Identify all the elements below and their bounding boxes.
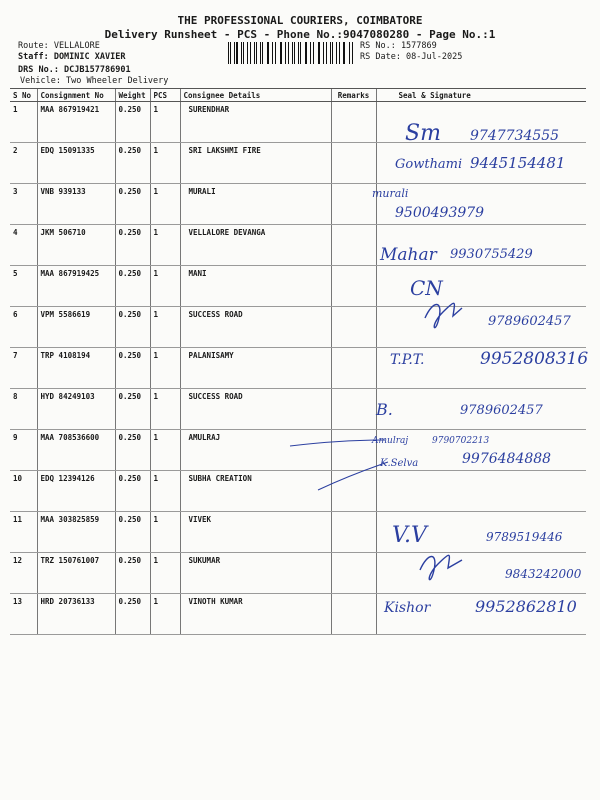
row-consignee: SRI LAKSHMI FIRE — [180, 143, 331, 184]
table-row — [10, 225, 586, 266]
row-sno: 5 — [10, 266, 37, 307]
signature-phone: 9952862810 — [475, 597, 577, 616]
row-signature-cell — [376, 266, 586, 307]
row-pcs: 1 — [150, 266, 180, 307]
row-pcs: 1 — [150, 389, 180, 430]
table-row — [10, 143, 586, 184]
row-remarks — [331, 348, 376, 389]
row-pcs: 1 — [150, 512, 180, 553]
col-header-pcs: PCS — [150, 89, 180, 102]
row-pcs: 1 — [150, 348, 180, 389]
row-consignee: SURENDHAR — [180, 102, 331, 143]
row-pcs: 1 — [150, 143, 180, 184]
row-weight: 0.250 — [115, 553, 150, 594]
row-remarks — [331, 553, 376, 594]
row-consignment-number: EDQ 15091335 — [37, 143, 115, 184]
signature-name: Kishor — [384, 600, 431, 616]
table-row — [10, 266, 586, 307]
row-consignment-number: MAA 867919421 — [37, 102, 115, 143]
row-sno: 11 — [10, 512, 37, 553]
barcode — [228, 42, 356, 64]
row-signature-cell — [376, 389, 586, 430]
signature-phone: 9789602457 — [460, 403, 543, 418]
signature-name: Gowthami — [395, 157, 463, 172]
col-header-remarks: Remarks — [331, 89, 376, 102]
table-row — [10, 348, 586, 389]
table-row — [10, 307, 586, 348]
row-consignment-number: EDQ 12394126 — [37, 471, 115, 512]
row-remarks — [331, 266, 376, 307]
row-weight: 0.250 — [115, 184, 150, 225]
row-weight: 0.250 — [115, 471, 150, 512]
row-signature-cell — [376, 471, 586, 512]
row-pcs: 1 — [150, 184, 180, 225]
row-remarks — [331, 471, 376, 512]
signature-phone: 9445154481 — [470, 154, 566, 172]
row-weight: 0.250 — [115, 143, 150, 184]
row-consignee: VIVEK — [180, 512, 331, 553]
signature-phone: 9952808316 — [480, 349, 589, 369]
row-sno: 4 — [10, 225, 37, 266]
row-remarks — [331, 512, 376, 553]
page-title: THE PROFESSIONAL COURIERS, COIMBATORE — [177, 14, 423, 27]
page-subtitle: Delivery Runsheet - PCS - Phone No.:9047080280 - Page No.:1 — [104, 28, 496, 41]
row-pcs: 1 — [150, 307, 180, 348]
staff-label: Staff: DOMINIC XAVIER — [18, 52, 126, 62]
signature-name: CN — [410, 276, 443, 300]
col-header-consignee: Consignee Details — [180, 89, 331, 102]
row-signature-cell — [376, 102, 586, 143]
row-consignee: MURALI — [180, 184, 331, 225]
signature-name: T.P.T. — [390, 352, 425, 368]
signature-phone: 9789519446 — [486, 530, 563, 544]
table-row — [10, 389, 586, 430]
signature-name: Amulraj — [372, 436, 409, 446]
row-weight: 0.250 — [115, 307, 150, 348]
col-header-weight: Weight — [115, 89, 150, 102]
row-signature-cell — [376, 307, 586, 348]
row-consignment-number: TRZ 150761007 — [37, 553, 115, 594]
row-signature-cell — [376, 184, 586, 225]
row-sno: 2 — [10, 143, 37, 184]
row-consignment-number: VPM 5586619 — [37, 307, 115, 348]
col-header-sno: S No — [10, 89, 37, 102]
table-row — [10, 512, 586, 553]
row-remarks — [331, 389, 376, 430]
signature-phone: 9747734555 — [470, 128, 560, 144]
row-sno: 8 — [10, 389, 37, 430]
signature-phone: 9500493979 — [395, 205, 485, 221]
row-sno: 7 — [10, 348, 37, 389]
row-signature-cell — [376, 553, 586, 594]
row-weight: 0.250 — [115, 594, 150, 635]
route-label: Route: VELLALORE — [18, 41, 100, 51]
row-consignment-number: MAA 303825859 — [37, 512, 115, 553]
row-consignment-number: VNB 939133 — [37, 184, 115, 225]
row-weight: 0.250 — [115, 102, 150, 143]
row-weight: 0.250 — [115, 348, 150, 389]
row-pcs: 1 — [150, 471, 180, 512]
row-sno: 13 — [10, 594, 37, 635]
row-pcs: 1 — [150, 594, 180, 635]
col-header-signature: Seal & Signature — [376, 89, 586, 102]
row-weight: 0.250 — [115, 389, 150, 430]
row-consignee: AMULRAJ — [180, 430, 331, 471]
table-row — [10, 184, 586, 225]
row-sno: 6 — [10, 307, 37, 348]
row-consignment-number: TRP 4108194 — [37, 348, 115, 389]
row-remarks — [331, 225, 376, 266]
table-row — [10, 594, 586, 635]
row-weight: 0.250 — [115, 266, 150, 307]
row-remarks — [331, 430, 376, 471]
row-signature-cell — [376, 594, 586, 635]
signature-phone: 9790702213 — [432, 436, 490, 446]
row-sno: 10 — [10, 471, 37, 512]
table-row — [10, 553, 586, 594]
row-remarks — [331, 594, 376, 635]
row-consignee: VELLALORE DEVANGA — [180, 225, 331, 266]
rs-date: RS Date: 08-Jul-2025 — [360, 52, 463, 62]
row-pcs: 1 — [150, 430, 180, 471]
vehicle-label: Vehicle: Two Wheeler Delivery — [20, 76, 169, 86]
signature-name: murali — [372, 187, 409, 200]
rs-number: RS No.: 1577869 — [360, 41, 437, 51]
row-pcs: 1 — [150, 225, 180, 266]
signature-phone: 9976484888 — [462, 451, 552, 467]
row-sno: 9 — [10, 430, 37, 471]
signature-name: B. — [376, 400, 393, 419]
signature-name: Mahar — [380, 245, 437, 265]
row-weight: 0.250 — [115, 225, 150, 266]
row-consignee: SUCCESS ROAD — [180, 389, 331, 430]
signature-name: K.Selva — [380, 458, 419, 469]
row-signature-cell — [376, 143, 586, 184]
signature-name: V.V — [392, 523, 427, 548]
row-sno: 1 — [10, 102, 37, 143]
signature-phone: 9789602457 — [488, 314, 571, 329]
signature-phone: 9930755429 — [450, 247, 533, 262]
row-consignment-number: JKM 506710 — [37, 225, 115, 266]
row-pcs: 1 — [150, 102, 180, 143]
row-consignee: SUBHA CREATION — [180, 471, 331, 512]
row-signature-cell — [376, 512, 586, 553]
row-signature-cell — [376, 225, 586, 266]
row-weight: 0.250 — [115, 512, 150, 553]
row-consignment-number: MAA 867919425 — [37, 266, 115, 307]
table-row — [10, 102, 586, 143]
row-remarks — [331, 102, 376, 143]
table-header-row — [10, 89, 586, 102]
row-consignment-number: HYD 84249103 — [37, 389, 115, 430]
row-weight: 0.250 — [115, 430, 150, 471]
signature-name: Sm — [405, 121, 441, 146]
row-consignee: SUCCESS ROAD — [180, 307, 331, 348]
col-header-consignment: Consignment No — [37, 89, 115, 102]
row-consignee: SUKUMAR — [180, 553, 331, 594]
row-consignee: PALANISAMY — [180, 348, 331, 389]
drs-label: DRS No.: DCJB157786901 — [18, 65, 131, 75]
row-signature-cell — [376, 348, 589, 389]
row-signature-cell — [376, 430, 586, 471]
row-remarks — [331, 184, 376, 225]
table-row — [10, 471, 586, 512]
row-pcs: 1 — [150, 553, 180, 594]
row-sno: 3 — [10, 184, 37, 225]
row-consignment-number: MAA 708536600 — [37, 430, 115, 471]
row-consignee: VINOTH KUMAR — [180, 594, 331, 635]
row-consignment-number: HRD 20736133 — [37, 594, 115, 635]
row-remarks — [331, 307, 376, 348]
row-sno: 12 — [10, 553, 37, 594]
row-remarks — [331, 143, 376, 184]
runsheet-table — [10, 88, 589, 635]
table-row — [10, 430, 586, 471]
row-consignee: MANI — [180, 266, 331, 307]
signature-phone: 9843242000 — [505, 567, 582, 581]
